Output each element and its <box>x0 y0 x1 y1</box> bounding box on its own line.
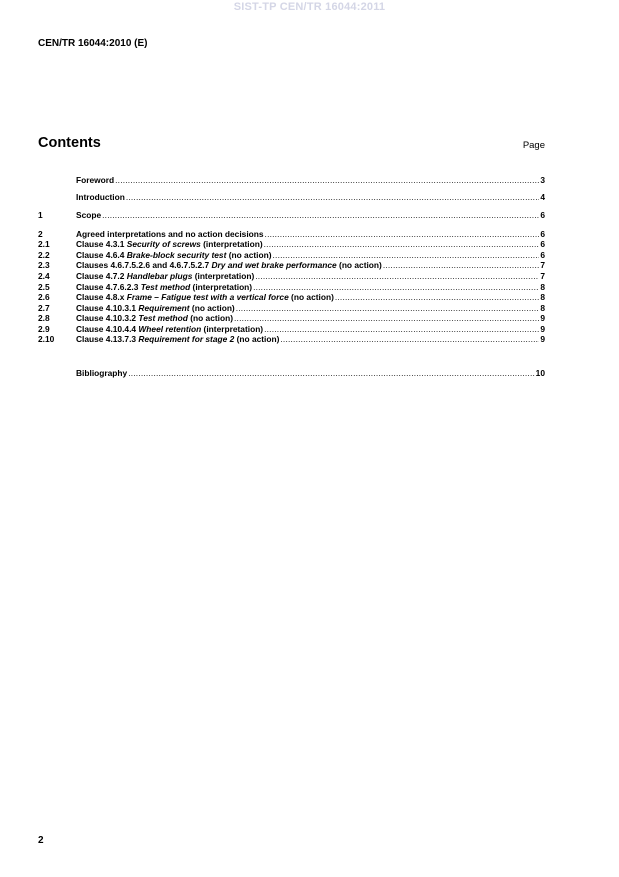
toc-page: 4 <box>540 192 545 202</box>
toc-page: 8 <box>540 292 545 302</box>
toc-title: Scope <box>76 210 102 220</box>
toc-entry[interactable] <box>38 260 545 271</box>
toc-entry[interactable] <box>38 313 545 324</box>
toc-leader <box>255 271 539 282</box>
toc-leader <box>383 260 539 271</box>
toc-number: 2.9 <box>38 324 50 334</box>
toc-page: 3 <box>540 175 545 185</box>
toc-title: Clause 4.10.3.2 Test method (no action) <box>76 313 234 323</box>
toc-number: 2.6 <box>38 292 50 302</box>
toc-leader <box>335 292 539 303</box>
toc-number: 2.2 <box>38 250 50 260</box>
toc-page: 8 <box>540 282 545 292</box>
toc-leader <box>264 239 540 250</box>
toc-title: Clause 4.13.7.3 Requirement for stage 2 (no action) <box>76 334 280 344</box>
toc-title: Bibliography <box>76 368 128 378</box>
toc-entry[interactable] <box>38 239 545 250</box>
toc-leader <box>115 175 539 186</box>
toc-entry[interactable] <box>38 292 545 303</box>
toc-title: Clause 4.3.1 Security of screws (interpretation) <box>76 239 263 249</box>
toc-page: 6 <box>540 239 545 249</box>
toc-title: Introduction <box>76 192 125 202</box>
toc-page: 9 <box>540 313 545 323</box>
toc-title: Clauses 4.6.7.5.2.6 and 4.6.7.5.2.7 Dry and wet brake performance (no action) <box>76 260 382 270</box>
page-column-label: Page <box>522 140 545 151</box>
toc-entry[interactable] <box>38 368 545 379</box>
toc-title: Clause 4.10.4.4 Wheel retention (interpretation) <box>76 324 264 334</box>
toc-title: Clause 4.7.6.2.3 Test method (interpretation) <box>76 282 253 292</box>
toc-page: 10 <box>535 368 545 378</box>
toc-number: 2.5 <box>38 282 50 292</box>
toc-number: 1 <box>38 210 43 220</box>
toc-leader <box>102 210 539 221</box>
toc-entry[interactable] <box>38 334 545 345</box>
watermark: SIST-TP CEN/TR 16044:2011 <box>233 1 386 13</box>
toc-page: 8 <box>540 303 545 313</box>
toc-number: 2.8 <box>38 313 50 323</box>
toc-page: 7 <box>540 260 545 270</box>
toc-leader <box>280 334 539 345</box>
toc-leader <box>126 192 539 203</box>
toc-entry[interactable] <box>38 210 545 221</box>
toc-leader <box>128 368 534 379</box>
page-number: 2 <box>38 835 44 846</box>
toc-page: 6 <box>540 250 545 260</box>
toc-leader <box>234 313 539 324</box>
toc-number: 2.1 <box>38 239 50 249</box>
toc-number: 2.3 <box>38 260 50 270</box>
toc-number: 2.4 <box>38 271 50 281</box>
toc-title: Clause 4.10.3.1 Requirement (no action) <box>76 303 235 313</box>
toc-number: 2.7 <box>38 303 50 313</box>
toc-title: Foreword <box>76 175 115 185</box>
toc-number: 2.10 <box>38 334 55 344</box>
toc-entry[interactable] <box>38 175 545 186</box>
toc-title: Clause 4.7.2 Handlebar plugs (interpretation) <box>76 271 255 281</box>
toc-page: 9 <box>540 324 545 334</box>
toc-title: Clause 4.8.x Frame – Fatigue test with a vertical force (no action) <box>76 292 334 302</box>
toc-number: 2 <box>38 229 43 239</box>
toc-entry[interactable] <box>38 271 545 282</box>
document-identifier: CEN/TR 16044:2010 (E) <box>38 38 148 49</box>
contents-heading: Contents <box>38 135 101 151</box>
toc-title: Agreed interpretations and no action decisions <box>76 229 264 239</box>
toc-page: 9 <box>540 334 545 344</box>
toc-title: Clause 4.6.4 Brake-block security test (no action) <box>76 250 272 260</box>
toc-page: 6 <box>540 229 545 239</box>
toc-entry[interactable] <box>38 192 545 203</box>
toc-page: 7 <box>540 271 545 281</box>
toc-page: 6 <box>540 210 545 220</box>
